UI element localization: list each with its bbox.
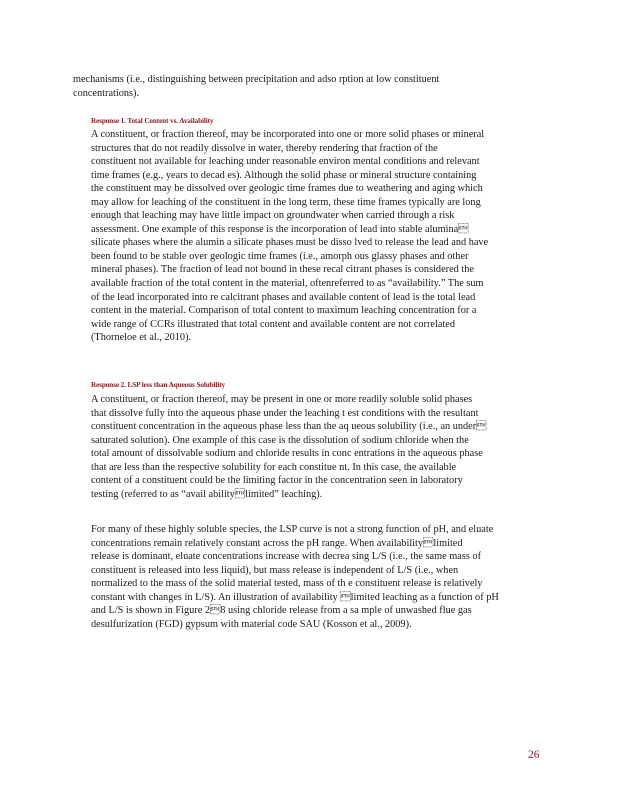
text-line: wide range of CCRs illustrated that total content and available content are not correlated <box>91 318 455 330</box>
text-line: A constituent, or fraction thereof, may be incorporated into one or more solid phases or mineral <box>91 129 485 140</box>
text-line: desulfurization (FGD) gypsum with material code SAU (Kosson et al., 2009). <box>91 618 412 630</box>
text-line: content of a constituent could be the limiting factor in the concentration seen in laboratory <box>91 475 463 487</box>
text-line: constituent not available for leaching under reasonable environ mental conditions and relevant <box>91 156 480 168</box>
text-line: mineral phases). The fraction of lead not bound in these recal citrant phases is considered the <box>91 264 474 276</box>
text-line: mechanisms (i.e., distinguishing between precipitation and adso rption at low constituent <box>73 74 440 85</box>
text-line: structures that do not readily dissolve in water, thereby rendering that fraction of the <box>91 142 438 154</box>
text-line: been found to be stable over geologic time frames (i.e., amorph ous glassy phases and other <box>91 250 469 262</box>
text-line: silicate phases where the alumin a silicate phases must be disso lved to release the lead and have <box>91 237 489 249</box>
text-line: concentrations). <box>73 87 140 99</box>
text-line: total amount of dissolvable sodium and chloride results in conc entrations in the aqueous phase <box>91 448 483 460</box>
text-line: enough that leaching may have little impact on groundwater when carried through a risk <box>91 210 455 222</box>
text-line: assessment. One example of this response is the incorporation of lead into stable alumina <box>91 223 469 235</box>
text-line: and L/S is shown in Figure 28 using chloride release from a sa mple of unwashed flue gas <box>91 605 472 617</box>
section-heading-response-2: Response 2. LSP less than Aqueous Solubility <box>91 381 226 389</box>
text-line: available fraction of the total content in the material, oftenreferred to as “availability.” The sum <box>91 278 484 290</box>
text-line: time frames (e.g., years to decad es). Although the solid phase or mineral structure containing <box>91 169 477 181</box>
text-line: that are less than the respective solubility for each constitue nt. In this case, the available <box>91 461 457 473</box>
text-line: release is dominant, eluate concentrations increase with decrea sing L/S (i.e., the same mass of <box>91 551 481 563</box>
text-line: constituent concentration in the aqueous phase less than the aq ueous solubility (i.e., an under <box>91 421 487 433</box>
response-2-paragraph <box>91 393 551 501</box>
section-heading-response-1: Response 1. Total Content vs. Availability <box>91 117 214 125</box>
text-line: that dissolve fully into the aqueous phase under the leaching t est conditions with the resultant <box>91 407 479 419</box>
text-line: For many of these highly soluble species, the LSP curve is not a strong function of pH, and eluate <box>91 524 494 535</box>
text-line: may allow for leaching of the constituent in the long term, these time frames typically are long <box>91 196 481 208</box>
text-line: of the lead incorporated into re calcitrant phases and available content of lead is the total lead <box>91 291 476 303</box>
availability-limited-paragraph <box>91 523 551 631</box>
text-line: normalized to the mass of the solid material tested, mass of th e constituent release is relatively <box>91 578 483 590</box>
intro-paragraph <box>73 73 553 100</box>
text-line: constituent is released into less liquid), but mass release is independent of L/S (i.e., when <box>91 564 459 576</box>
text-line: testing (referred to as “avail abilitylimited” leaching). <box>91 488 323 500</box>
text-line: A constituent, or fraction thereof, may be present in one or more readily soluble solid phases <box>91 394 473 405</box>
page-number: 26 <box>528 749 540 761</box>
text-line: content in the material. Comparison of total content to maximum leaching concentration for a <box>91 305 477 317</box>
text-line: constant with changes in L/S). An illustration of availability limited leaching as a function of pH <box>91 591 499 603</box>
text-line: the constituent may be dissolved over geologic time frames due to weathering and aging which <box>91 183 483 195</box>
text-line: saturated solution). One example of this case is the dissolution of sodium chloride when the <box>91 434 469 446</box>
text-line: concentrations remain relatively constant across the pH range. When availabilitylimited <box>91 537 463 549</box>
response-1-paragraph <box>91 128 551 345</box>
text-line: (Thorneloe et al., 2010). <box>91 332 192 344</box>
